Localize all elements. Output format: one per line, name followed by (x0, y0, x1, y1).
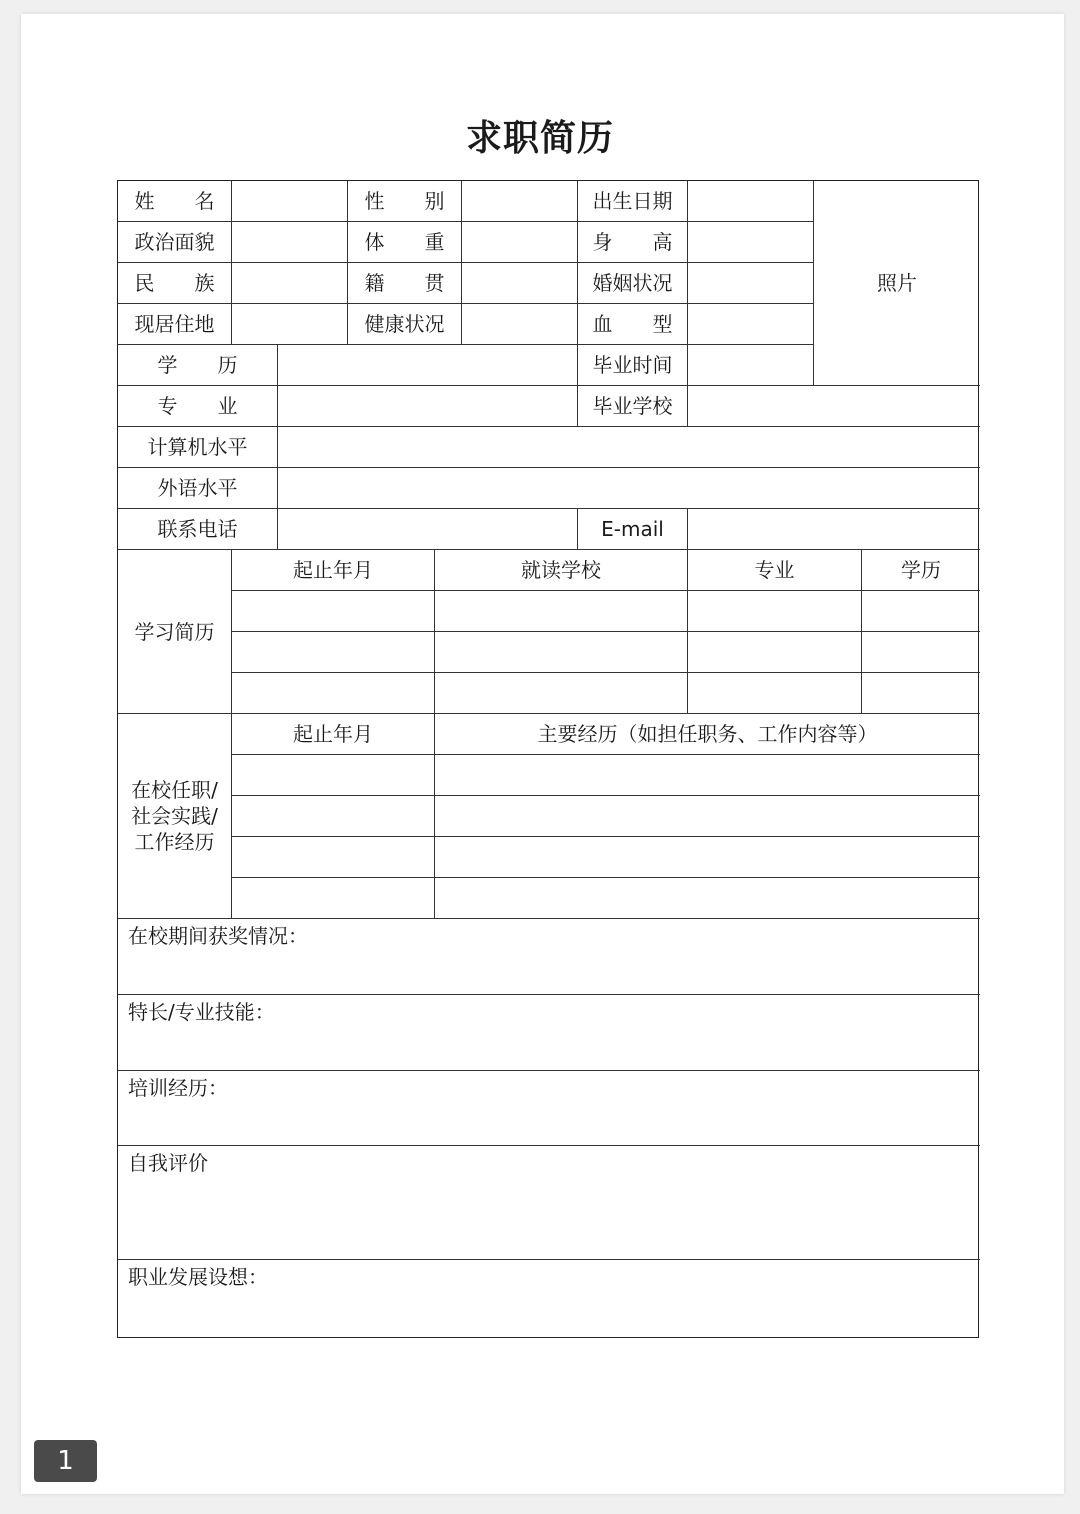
study-row-school[interactable] (435, 673, 688, 714)
label-birth: 出生日期 (578, 181, 688, 222)
value-origin[interactable] (462, 263, 578, 304)
label-language: 外语水平 (118, 468, 278, 509)
study-row-degree[interactable] (862, 632, 980, 673)
value-ethnicity[interactable] (232, 263, 348, 304)
label-blood: 血 型 (578, 304, 688, 345)
work-section-label: 在校任职/社会实践/工作经历 (118, 714, 232, 919)
label-political: 政治面貌 (118, 222, 232, 263)
study-row-major[interactable] (688, 591, 862, 632)
label-grad-school: 毕业学校 (578, 386, 688, 427)
work-header-experience: 主要经历（如担任职务、工作内容等） (435, 714, 980, 755)
label-health: 健康状况 (348, 304, 462, 345)
study-header-school: 就读学校 (435, 550, 688, 591)
label-address: 现居住地 (118, 304, 232, 345)
value-weight[interactable] (462, 222, 578, 263)
label-email: E-mail (578, 509, 688, 550)
work-row-experience[interactable] (435, 878, 980, 919)
photo-box[interactable]: 照片 (814, 181, 980, 386)
label-name: 姓 名 (118, 181, 232, 222)
work-row-period[interactable] (232, 878, 435, 919)
study-row-major[interactable] (688, 673, 862, 714)
awards-block[interactable]: 在校期间获奖情况： (118, 919, 980, 995)
career-plan-block[interactable]: 职业发展设想： (128, 1265, 268, 1289)
value-major[interactable] (278, 386, 578, 427)
study-row-period[interactable] (232, 632, 435, 673)
training-block[interactable]: 培训经历： (118, 1071, 980, 1146)
value-birth[interactable] (688, 181, 814, 222)
study-row-degree[interactable] (862, 673, 980, 714)
label-education: 学 历 (118, 345, 278, 386)
label-ethnicity: 民 族 (118, 263, 232, 304)
label-origin: 籍 贯 (348, 263, 462, 304)
study-header-major: 专业 (688, 550, 862, 591)
value-email[interactable] (688, 509, 980, 550)
label-weight: 体 重 (348, 222, 462, 263)
work-row-experience[interactable] (435, 796, 980, 837)
value-marital[interactable] (688, 263, 814, 304)
value-health[interactable] (462, 304, 578, 345)
study-row-school[interactable] (435, 632, 688, 673)
value-computer[interactable] (278, 427, 980, 468)
resume-table (117, 180, 979, 1338)
value-grad-school[interactable] (688, 386, 980, 427)
study-section-label: 学习简历 (118, 550, 232, 714)
document-title: 求职简历 (465, 118, 614, 159)
work-row-experience[interactable] (435, 837, 980, 878)
work-row-period[interactable] (232, 755, 435, 796)
value-language[interactable] (278, 468, 980, 509)
label-phone: 联系电话 (118, 509, 278, 550)
page-number-badge: 1 (34, 1440, 97, 1482)
label-gender: 性 别 (348, 181, 462, 222)
value-grad-time[interactable] (688, 345, 814, 386)
work-row-experience[interactable] (435, 755, 980, 796)
label-computer: 计算机水平 (118, 427, 278, 468)
value-gender[interactable] (462, 181, 578, 222)
label-height: 身 高 (578, 222, 688, 263)
label-marital: 婚姻状况 (578, 263, 688, 304)
self-evaluation-block[interactable]: 自我评价 (118, 1146, 980, 1260)
value-phone[interactable] (278, 509, 578, 550)
label-major: 专 业 (118, 386, 278, 427)
value-height[interactable] (688, 222, 814, 263)
study-row-period[interactable] (232, 673, 435, 714)
label-grad-time: 毕业时间 (578, 345, 688, 386)
value-education[interactable] (278, 345, 578, 386)
study-header-degree: 学历 (862, 550, 980, 591)
study-row-period[interactable] (232, 591, 435, 632)
value-political[interactable] (232, 222, 348, 263)
work-row-period[interactable] (232, 837, 435, 878)
work-header-period: 起止年月 (232, 714, 435, 755)
study-row-degree[interactable] (862, 591, 980, 632)
value-address[interactable] (232, 304, 348, 345)
skills-block[interactable]: 特长/专业技能： (118, 995, 980, 1071)
value-blood[interactable] (688, 304, 814, 345)
work-row-period[interactable] (232, 796, 435, 837)
study-row-school[interactable] (435, 591, 688, 632)
study-row-major[interactable] (688, 632, 862, 673)
value-name[interactable] (232, 181, 348, 222)
study-header-period: 起止年月 (232, 550, 435, 591)
